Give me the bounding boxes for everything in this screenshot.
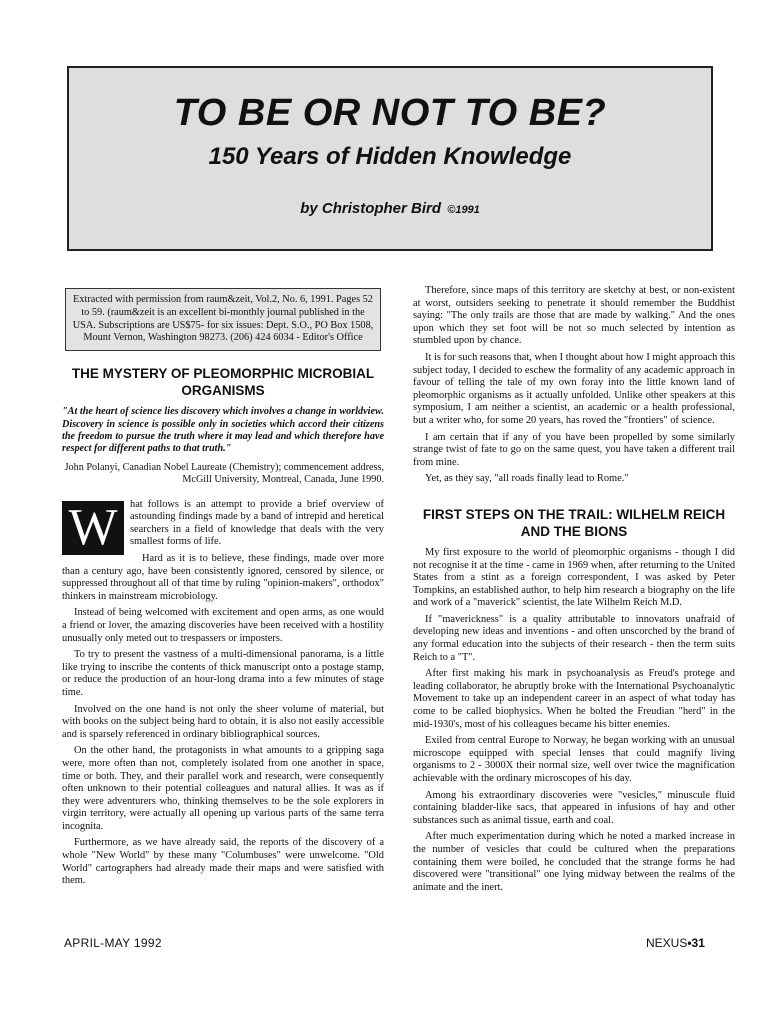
body-paragraph: After first making his mark in psychoanalysis as Freud's protege and leading collaborator, he abruptly broke with the International Psychoanalytic Movement to take up an independent career in an aspect of what today has come to be called biophysics. When he bolted the Freudian "herd" in the mid-1930's, most of his colleagues became his bitter enemies.	[413, 668, 735, 730]
body-paragraph: I am certain that if any of you have been propelled by some similarly strange twist of fate to go on the same quest, you have taken a different trail from mine.	[413, 431, 735, 468]
article-title: TO BE OR NOT TO BE?	[173, 92, 607, 134]
body-paragraph	[62, 498, 384, 556]
body-paragraph: After much experimentation during which he noted a marked increase in the number of vesicles that could be cultured when the preparations containing them were boiled, he concluded that the strange forms he had discovered were "transitional" one lying midway between the realms of the animate and the inert.	[413, 831, 735, 893]
footer-bullet: •	[687, 936, 692, 950]
body-paragraph: My first exposure to the world of pleomorphic organisms - though I did not recognise it at the time - came in 1969 when, after returning to the United States from a stint as a foreign correspondent, I was asked by Peter Tompkins, an established author, to help him research a biography on the life and work of a "maverick" scientist, the late Wilhelm Reich M.D.	[413, 546, 736, 609]
page-number: 31	[691, 936, 705, 950]
epigraph-attribution: John Polanyi, Canadian Nobel Laureate (Chemistry); commencement address, McGill University, Montreal, Canada, June 1990.	[64, 461, 384, 486]
body-paragraph: Exiled from central Europe to Norway, he began working with an unusual microscope equipped with special lenses that could magnify living organisms to 2 - 3000X their normal size, well over twice the magnification achievable with the ordinary microscopes of his day.	[413, 735, 735, 784]
body-paragraph: On the other hand, the protagonists in what amounts to a gripping saga were, more often than not, completely isolated from one another in space, time or both. They, and their parallel work and research, were consequently often unknown to their potential colleagues and natural allies. It was as if they were adventurers who, thinking themselves to be the sole explorers in virgin territory, were actually all opening up various parts of the same terra incognita.	[62, 745, 384, 832]
extract-notice: Extracted with permission from raum&zeit, Vol.2, No. 6, 1991. Pages 52 to 59. (raum&zeit is an excellent bi-monthly journal published in the USA. Subscriptions are US$75- for six issues: Dept. S.O., PO Box 1508, Mount Vernon, Washington 98273. (206) 424 6034 - Editor's Office	[65, 288, 381, 351]
byline	[69, 200, 711, 217]
magazine-name: NEXUS	[646, 936, 688, 950]
section-heading-mystery: THE MYSTERY OF PLEOMORPHIC MICROBIAL ORGANISMS	[71, 366, 375, 399]
body-paragraph: Yet, as they say, "all roads finally lead to Rome."	[425, 473, 629, 485]
section-heading-first-steps: FIRST STEPS ON THE TRAIL: WILHELM REICH AND THE BIONS	[422, 506, 726, 539]
page-footer	[646, 936, 705, 950]
paragraph-text: hat follows is an attempt to provide a brief overview of astounding findings made by a band of intrepid and heretical searchers in a field of knowledge that deals with the very smallest forms of life.	[130, 498, 384, 548]
body-paragraph: It is for such reasons that, when I thought about how I might approach this subject today, I decided to eschew the formality of any academic approach in favour of telling the tale of my own foray into the little known land of pleomorphic organisms as it actually unfolded. Unlike other speakers at this symposium, I am neither a scientist, an academic or a health professional, but a writer who, for some 20 years, has roved the "frontiers" of science.	[413, 351, 735, 426]
body-paragraph: Furthermore, as we have already said, the reports of the discovery of a whole "New World" by these many "Columbuses" were unwelcome. "Old World" cartographers had already made their maps and were satisfied with them.	[62, 837, 384, 887]
author-name: by Christopher Bird	[300, 200, 442, 217]
right-column	[413, 285, 735, 898]
issue-date: APRIL-MAY 1992	[64, 936, 162, 950]
article-subtitle: 150 Years of Hidden Knowledge	[208, 143, 572, 170]
body-paragraph: If "maverickness" is a quality attributable to innovators unafraid of developing new ideas and inventions - and often unscorched by the brand of any formal education into the subjects of their research - then the term suits Reich to a "T".	[413, 613, 735, 663]
title-banner	[67, 66, 713, 251]
left-column	[62, 285, 384, 892]
copyright-year: ©1991	[447, 204, 480, 216]
drop-cap: W	[62, 501, 124, 555]
epigraph-quote: "At the heart of science lies discovery which involves a change in worldview. Discovery in science is possible only in societies which accord their citizens the freedom to pursue the truth where it may lead and which therefore have respect for different paths to that truth."	[62, 406, 384, 455]
body-paragraph: Hard as it is to believe, these findings, made over more than a century ago, have been consistently ignored, censored by silence, or suppressed throughout all of that time by ruling "opinion-makers", orthodox" thinkers in mainstream microbiology.	[62, 553, 384, 602]
body-paragraph: Involved on the one hand is not only the sheer volume of material, but with books on the subject being hard to obtain, it is also not easily accessible and is sparsely referenced in ordinary bibliographical sources.	[62, 703, 384, 740]
body-paragraph: To try to present the vastness of a multi-dimensional panorama, is a little like trying to inscribe the contents of thick manuscript onto a postage stamp, or reduce the production of an hour-long drama into a few minutes of stage time.	[62, 649, 384, 698]
body-paragraph: Instead of being welcomed with excitement and open arms, as one would a friend or lover, the amazing discoveries have been received with a hostility unusually only meted out to trespassers or imposters.	[62, 607, 384, 644]
body-paragraph: Therefore, since maps of this territory are sketchy at best, or non-existent at worst, outsiders seeking to penetrate it should remember the Buddhist saying: "The only trails are those that are made by walking." And the ones upon which they set foot will be not so much selected by intention as stumbled upon by chance.	[413, 285, 735, 347]
body-paragraph: Among his extraordinary discoveries were "vesicles," minuscule fluid containing bladder-like sacs, that appeared in infusions of hay and other substances such as animal tissue, earth and coal.	[413, 789, 735, 826]
